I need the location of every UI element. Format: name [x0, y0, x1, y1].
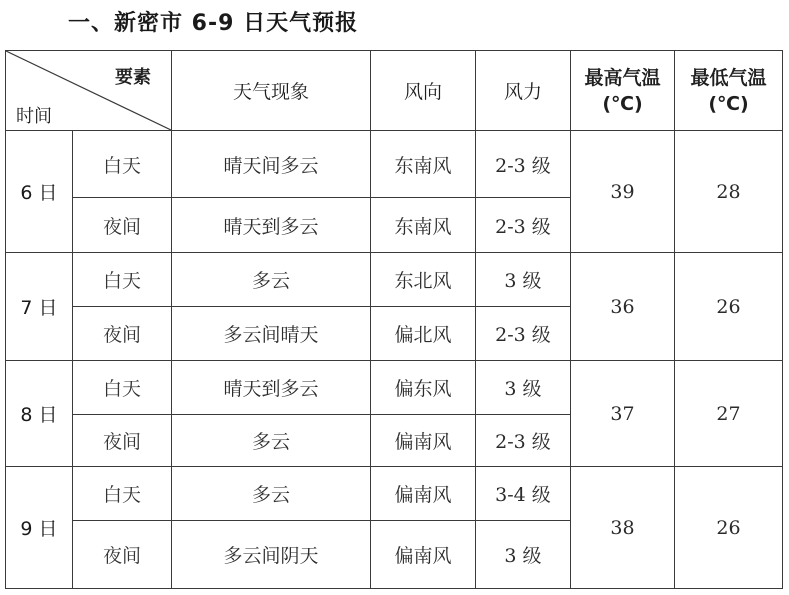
- period-label: 夜间: [73, 307, 172, 361]
- period-label: 白天: [73, 361, 172, 415]
- wind-direction-cell: 东南风: [371, 131, 476, 198]
- period-label: 夜间: [73, 415, 172, 467]
- table-row: [6, 467, 783, 521]
- high-temp-cell: 39: [571, 131, 675, 253]
- wind-direction-cell: 东南风: [371, 198, 476, 253]
- weather-cell: 多云间阴天: [172, 521, 371, 589]
- wind-direction-cell: 偏东风: [371, 361, 476, 415]
- day-label: 7 日: [6, 253, 73, 361]
- table-row: [6, 361, 783, 415]
- table-row: [6, 131, 783, 198]
- low-temp-cell: 28: [675, 131, 783, 253]
- period-label: 白天: [73, 131, 172, 198]
- high-temp-cell: 37: [571, 361, 675, 467]
- header-wind-force: 风力: [476, 51, 571, 131]
- weather-cell: 多云间晴天: [172, 307, 371, 361]
- wind-direction-cell: 偏北风: [371, 307, 476, 361]
- low-temp-cell: 26: [675, 253, 783, 361]
- day-label: 9 日: [6, 467, 73, 589]
- wind-direction-cell: 偏南风: [371, 467, 476, 521]
- wind-direction-cell: 偏南风: [371, 521, 476, 589]
- high-temp-cell: 36: [571, 253, 675, 361]
- weather-cell: 多云: [172, 415, 371, 467]
- day-label: 8 日: [6, 361, 73, 467]
- weather-cell: 晴天到多云: [172, 361, 371, 415]
- header-wind-direction: 风向: [371, 51, 476, 131]
- weather-forecast-table: [5, 50, 783, 589]
- wind-force-cell: 2-3 级: [476, 198, 571, 253]
- header-weather-phenomenon: 天气现象: [172, 51, 371, 131]
- wind-direction-cell: 偏南风: [371, 415, 476, 467]
- corner-label-time: 时间: [16, 106, 52, 127]
- day-label: 6 日: [6, 131, 73, 253]
- period-label: 白天: [73, 467, 172, 521]
- weather-cell: 晴天间多云: [172, 131, 371, 198]
- header-high-temp-line1: 最高气温: [584, 66, 661, 89]
- wind-force-cell: 2-3 级: [476, 415, 571, 467]
- weather-cell: 多云: [172, 467, 371, 521]
- header-low-temp-line1: 最低气温: [690, 66, 767, 89]
- period-label: 夜间: [73, 521, 172, 589]
- weather-cell: 晴天到多云: [172, 198, 371, 253]
- weather-cell: 多云: [172, 253, 371, 307]
- corner-label-elements: 要素: [115, 67, 151, 88]
- wind-force-cell: 3 级: [476, 361, 571, 415]
- header-row: [6, 51, 783, 131]
- wind-force-cell: 2-3 级: [476, 307, 571, 361]
- high-temp-cell: 38: [571, 467, 675, 589]
- header-low-temp-unit: (℃): [708, 92, 749, 115]
- wind-force-cell: 3-4 级: [476, 467, 571, 521]
- wind-direction-cell: 东北风: [371, 253, 476, 307]
- header-low-temp: [675, 51, 783, 131]
- page-title: 一、新密市 6-9 日天气预报: [68, 11, 359, 36]
- wind-force-cell: 3 级: [476, 253, 571, 307]
- corner-header-cell: [6, 51, 172, 131]
- period-label: 白天: [73, 253, 172, 307]
- low-temp-cell: 26: [675, 467, 783, 589]
- low-temp-cell: 27: [675, 361, 783, 467]
- header-high-temp-unit: (℃): [602, 92, 643, 115]
- wind-force-cell: 2-3 级: [476, 131, 571, 198]
- header-high-temp: [571, 51, 675, 131]
- wind-force-cell: 3 级: [476, 521, 571, 589]
- table-row: [6, 253, 783, 307]
- period-label: 夜间: [73, 198, 172, 253]
